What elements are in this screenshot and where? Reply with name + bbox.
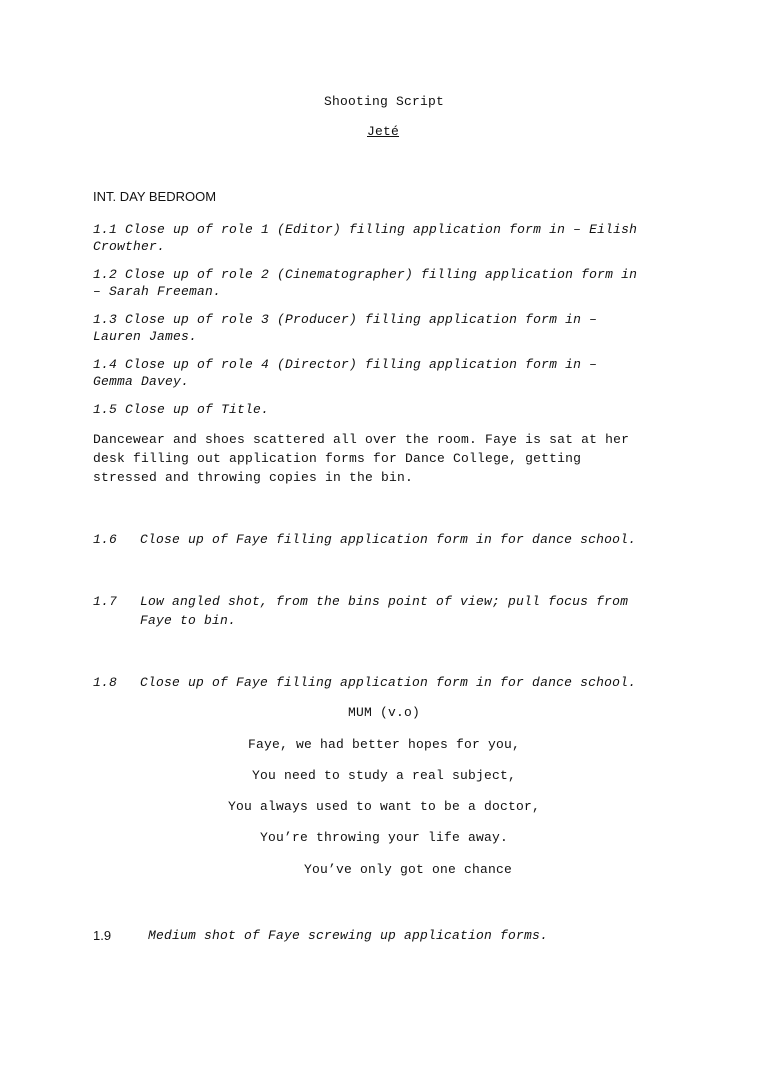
title-text: Shooting Script — [323, 94, 445, 109]
shot-line: Crowther. — [93, 239, 166, 254]
shot-line: 1.3 Close up of role 3 (Producer) filling application form in – — [93, 312, 598, 327]
dialogue-character — [0, 705, 768, 720]
shot-line: Lauren James. — [93, 329, 198, 344]
dialogue-line: You always used to want to be a doctor, — [227, 799, 541, 814]
shot-number: 1.9 — [93, 928, 112, 943]
shot-line: Gemma Davey. — [93, 374, 190, 389]
numbered-shot — [93, 673, 693, 693]
action-line: stressed and throwing copies in the bin. — [93, 470, 414, 485]
shot-number: 1.8 — [93, 675, 118, 690]
shot-number: 1.6 — [93, 532, 118, 547]
shot-item — [93, 401, 693, 418]
shot-line: 1.5 Close up of Title. — [93, 402, 270, 417]
action-line: desk filling out application forms for Dance College, getting — [93, 451, 582, 466]
dialogue-line: Faye, we had better hopes for you, — [247, 737, 521, 752]
shot-line: Low angled shot, from the bins point of view; pull focus from — [140, 594, 629, 609]
shot-item — [93, 266, 693, 300]
dialogue-line: You’ve only got one chance — [303, 862, 513, 877]
shot-item — [93, 356, 693, 390]
shot-number: 1.7 — [93, 594, 118, 609]
shot-line: 1.1 Close up of role 1 (Editor) filling application form in – Eilish — [93, 222, 638, 237]
shot-description: Close up of Faye filling application form in for dance school. — [140, 532, 637, 547]
shot-line: – Sarah Freeman. — [93, 284, 222, 299]
shot-description — [140, 592, 700, 630]
dialogue-line: You need to study a real subject, — [251, 768, 517, 783]
shot-line: 1.4 Close up of role 4 (Director) filling application form in – — [93, 357, 598, 372]
character-name: MUM (v.o) — [347, 705, 420, 720]
scene-heading: INT. DAY BEDROOM — [93, 189, 217, 204]
action-line: Dancewear and shoes scattered all over the room. Faye is sat at her — [93, 432, 630, 447]
numbered-shot — [93, 592, 693, 632]
page-title — [0, 94, 768, 109]
action-paragraph — [93, 430, 693, 487]
shot-line: 1.2 Close up of role 2 (Cinematographer) filling application form in — [93, 267, 638, 282]
shot-item — [93, 311, 693, 345]
shot-description: Medium shot of Faye screwing up application forms. — [148, 928, 549, 943]
shot-description: Close up of Faye filling application form in for dance school. — [140, 675, 637, 690]
shot-line: Faye to bin. — [140, 613, 237, 628]
shot-item — [93, 221, 693, 255]
numbered-shot — [93, 530, 693, 550]
page-subtitle: Jeté — [367, 124, 400, 139]
dialogue-line: You’re throwing your life away. — [259, 830, 509, 845]
